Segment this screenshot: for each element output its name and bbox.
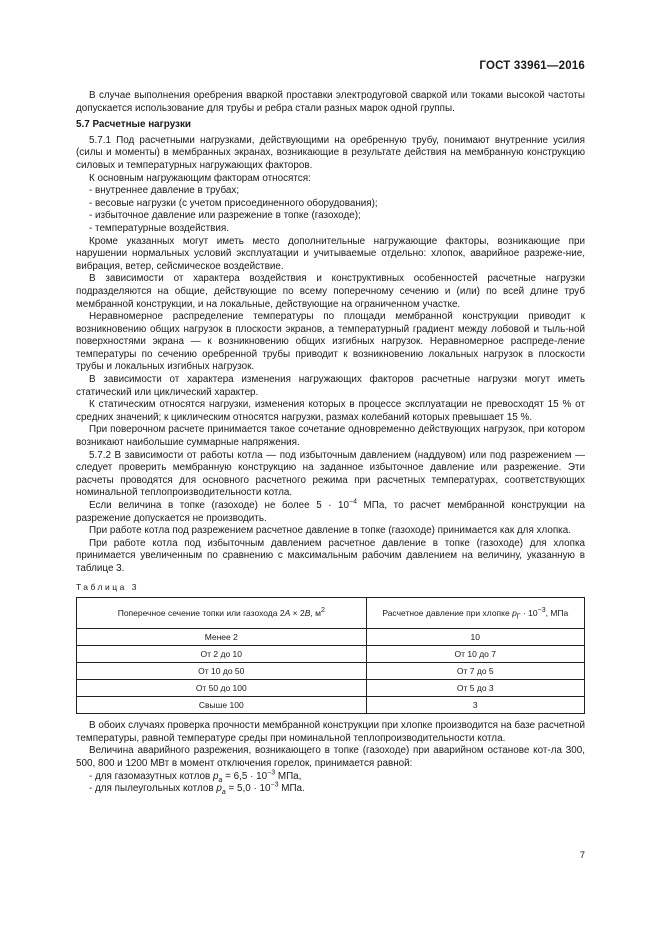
- table-cell: От 10 до 7: [366, 646, 584, 663]
- table-row: [77, 697, 585, 714]
- paragraph: При поверочном расчете принимается такое сочетание одновременно действующих нагрузок, при котором возникают наибольшие суммарные напряжения.: [76, 424, 585, 449]
- paragraph: В обоих случаях проверка прочности мембранной конструкции при хлопке производится на базе расчетной температуры, равной температуре среды при номинальной теплопроизводительности котла.: [76, 720, 585, 744]
- table-row: [77, 629, 585, 646]
- formula-item: - для пылеугольных котлов $p_a = 5,0 \cdot 10^{-3}$ МПа.: [89, 781, 305, 797]
- table-cell: От 10 до 50: [77, 663, 367, 680]
- table-header-cell: Расчетное давление при хлопке $p_Г \cdot 10^{-3}$, МПа: [366, 598, 584, 629]
- paragraph: 5.7.1 Под расчетными нагрузками, действующими на оребренную трубу, понимают внутренние усилия (силы и моменты) в мембранных экранах, возникающие в результате действия на мембранную конструкцию силовых и температурных нагружающих факторов.: [76, 134, 585, 171]
- table-cell: 3: [366, 697, 584, 714]
- list-item: - внутреннее давление в трубах;: [89, 185, 240, 197]
- paragraph: Неравномерное распределение температуры по площади мембранной конструкции приводит к возникновению общих нагрузок в плоскости экранов, а температурный градиент между лобовой и тыль-ной поверхностями экрана — к возникновению общих изгибных нагрузок. Неравномерное распреде-ление температуры по сечению оребренной трубы приводит к возникновению локальных нагрузок в плоскости трубы и локальных изгибных нагрузок.: [76, 311, 585, 373]
- table-cell: От 50 до 100: [77, 680, 367, 697]
- paragraph: При работе котла под избыточным давлением расчетное давление в топке (газоходе) для хлопка принимается увеличенным по сравнению с максимальным рабочим давлением на величину, указанную в таблице 3.: [76, 537, 585, 574]
- table-cell: 10: [366, 629, 584, 646]
- page-number: 7: [579, 850, 585, 861]
- table-cell: От 2 до 10: [77, 646, 367, 663]
- table-cell: От 5 до 3: [366, 680, 584, 697]
- table-header-cell: Поперечное сечение топки или газохода 2A × 2B, $м^2$: [77, 598, 367, 629]
- pressure-table: [76, 597, 585, 714]
- list-item: - температурные воздействия.: [89, 222, 229, 234]
- section-title: 5.7 Расчетные нагрузки: [76, 119, 191, 131]
- table-row: [77, 663, 585, 680]
- table-row: [77, 680, 585, 697]
- document-header: ГОСТ 33961—2016: [479, 60, 585, 72]
- formula-item: - для газомазутных котлов $p_a = 6,5 \cdot 10^{-3}$ МПа,: [89, 769, 302, 784]
- paragraph: 5.7.2 В зависимости от работы котла — под избыточным давлением (наддувом) или под разрежением — следует проверить мембранную конструкцию на заданное избыточное давление или разрежение. Эти расчеты проводятся для основного расчетного режима при расчетных температурах, соответствующих номинальной теплопроизводительности котла.: [76, 449, 585, 499]
- paragraph: В случае выполнения оребрения вваркой проставки электродуговой сваркой или токами высокой частоты допускается использование для трубы и ребра стали разных марок одной группы.: [76, 90, 585, 114]
- paragraph-limit: Если величина в топке (газоходе) не более $5 \cdot 10^{-4}$ МПа, то расчет мембранной конструкции на разрежение допускается не производить.: [76, 498, 585, 524]
- document-body: [76, 90, 585, 796]
- table-row: [77, 646, 585, 663]
- paragraph: В зависимости от характера изменения нагружающих факторов расчетные нагрузки могут иметь статический или циклический характер.: [76, 374, 585, 398]
- list-item: - весовые нагрузки (с учетом присоединенного оборудования);: [89, 197, 378, 209]
- paragraph: К статическим относятся нагрузки, изменения которых в процессе эксплуатации не превосходят 15 % от средних значений; к циклическим относятся нагрузки, размах колебаний которых превышает 15 %.: [76, 399, 585, 423]
- paragraph: В зависимости от характера воздействия и конструктивных особенностей расчетные нагрузки подразделяются на общие, действующие по всему поперечному сечению и (или) по всей длине труб мембранной конструкции, и на локальные, действующие на ограниченном участке.: [76, 273, 585, 310]
- paragraph: Величина аварийного разрежения, возникающего в топке (газоходе) при аварийном останове кот-ла 300, 500, 800 и 1200 МВт в момент отключения горелок, принимается равной:: [76, 745, 585, 769]
- table-cell: От 7 до 5: [366, 663, 584, 680]
- table-cell: Свыше 100: [77, 697, 367, 714]
- list-item: - избыточное давление или разрежение в топке (газоходе);: [89, 210, 361, 222]
- table-header-row: [77, 598, 585, 629]
- table-caption: Таблица 3: [76, 581, 139, 592]
- table-cell: Менее 2: [77, 629, 367, 646]
- paragraph: При работе котла под разрежением расчетное давление в топке (газоходе) принимается как для хлопка.: [89, 525, 571, 537]
- paragraph: К основным нагружающим факторам относятся:: [89, 172, 311, 184]
- paragraph: Кроме указанных могут иметь место дополнительные нагружающие факторы, возникающие при нарушении нормальных условий эксплуатации и учитываемые отдельно: хлопок, аварийное разреже-ние, вибрация, ветер, сейсмическое воздействие.: [76, 235, 585, 272]
